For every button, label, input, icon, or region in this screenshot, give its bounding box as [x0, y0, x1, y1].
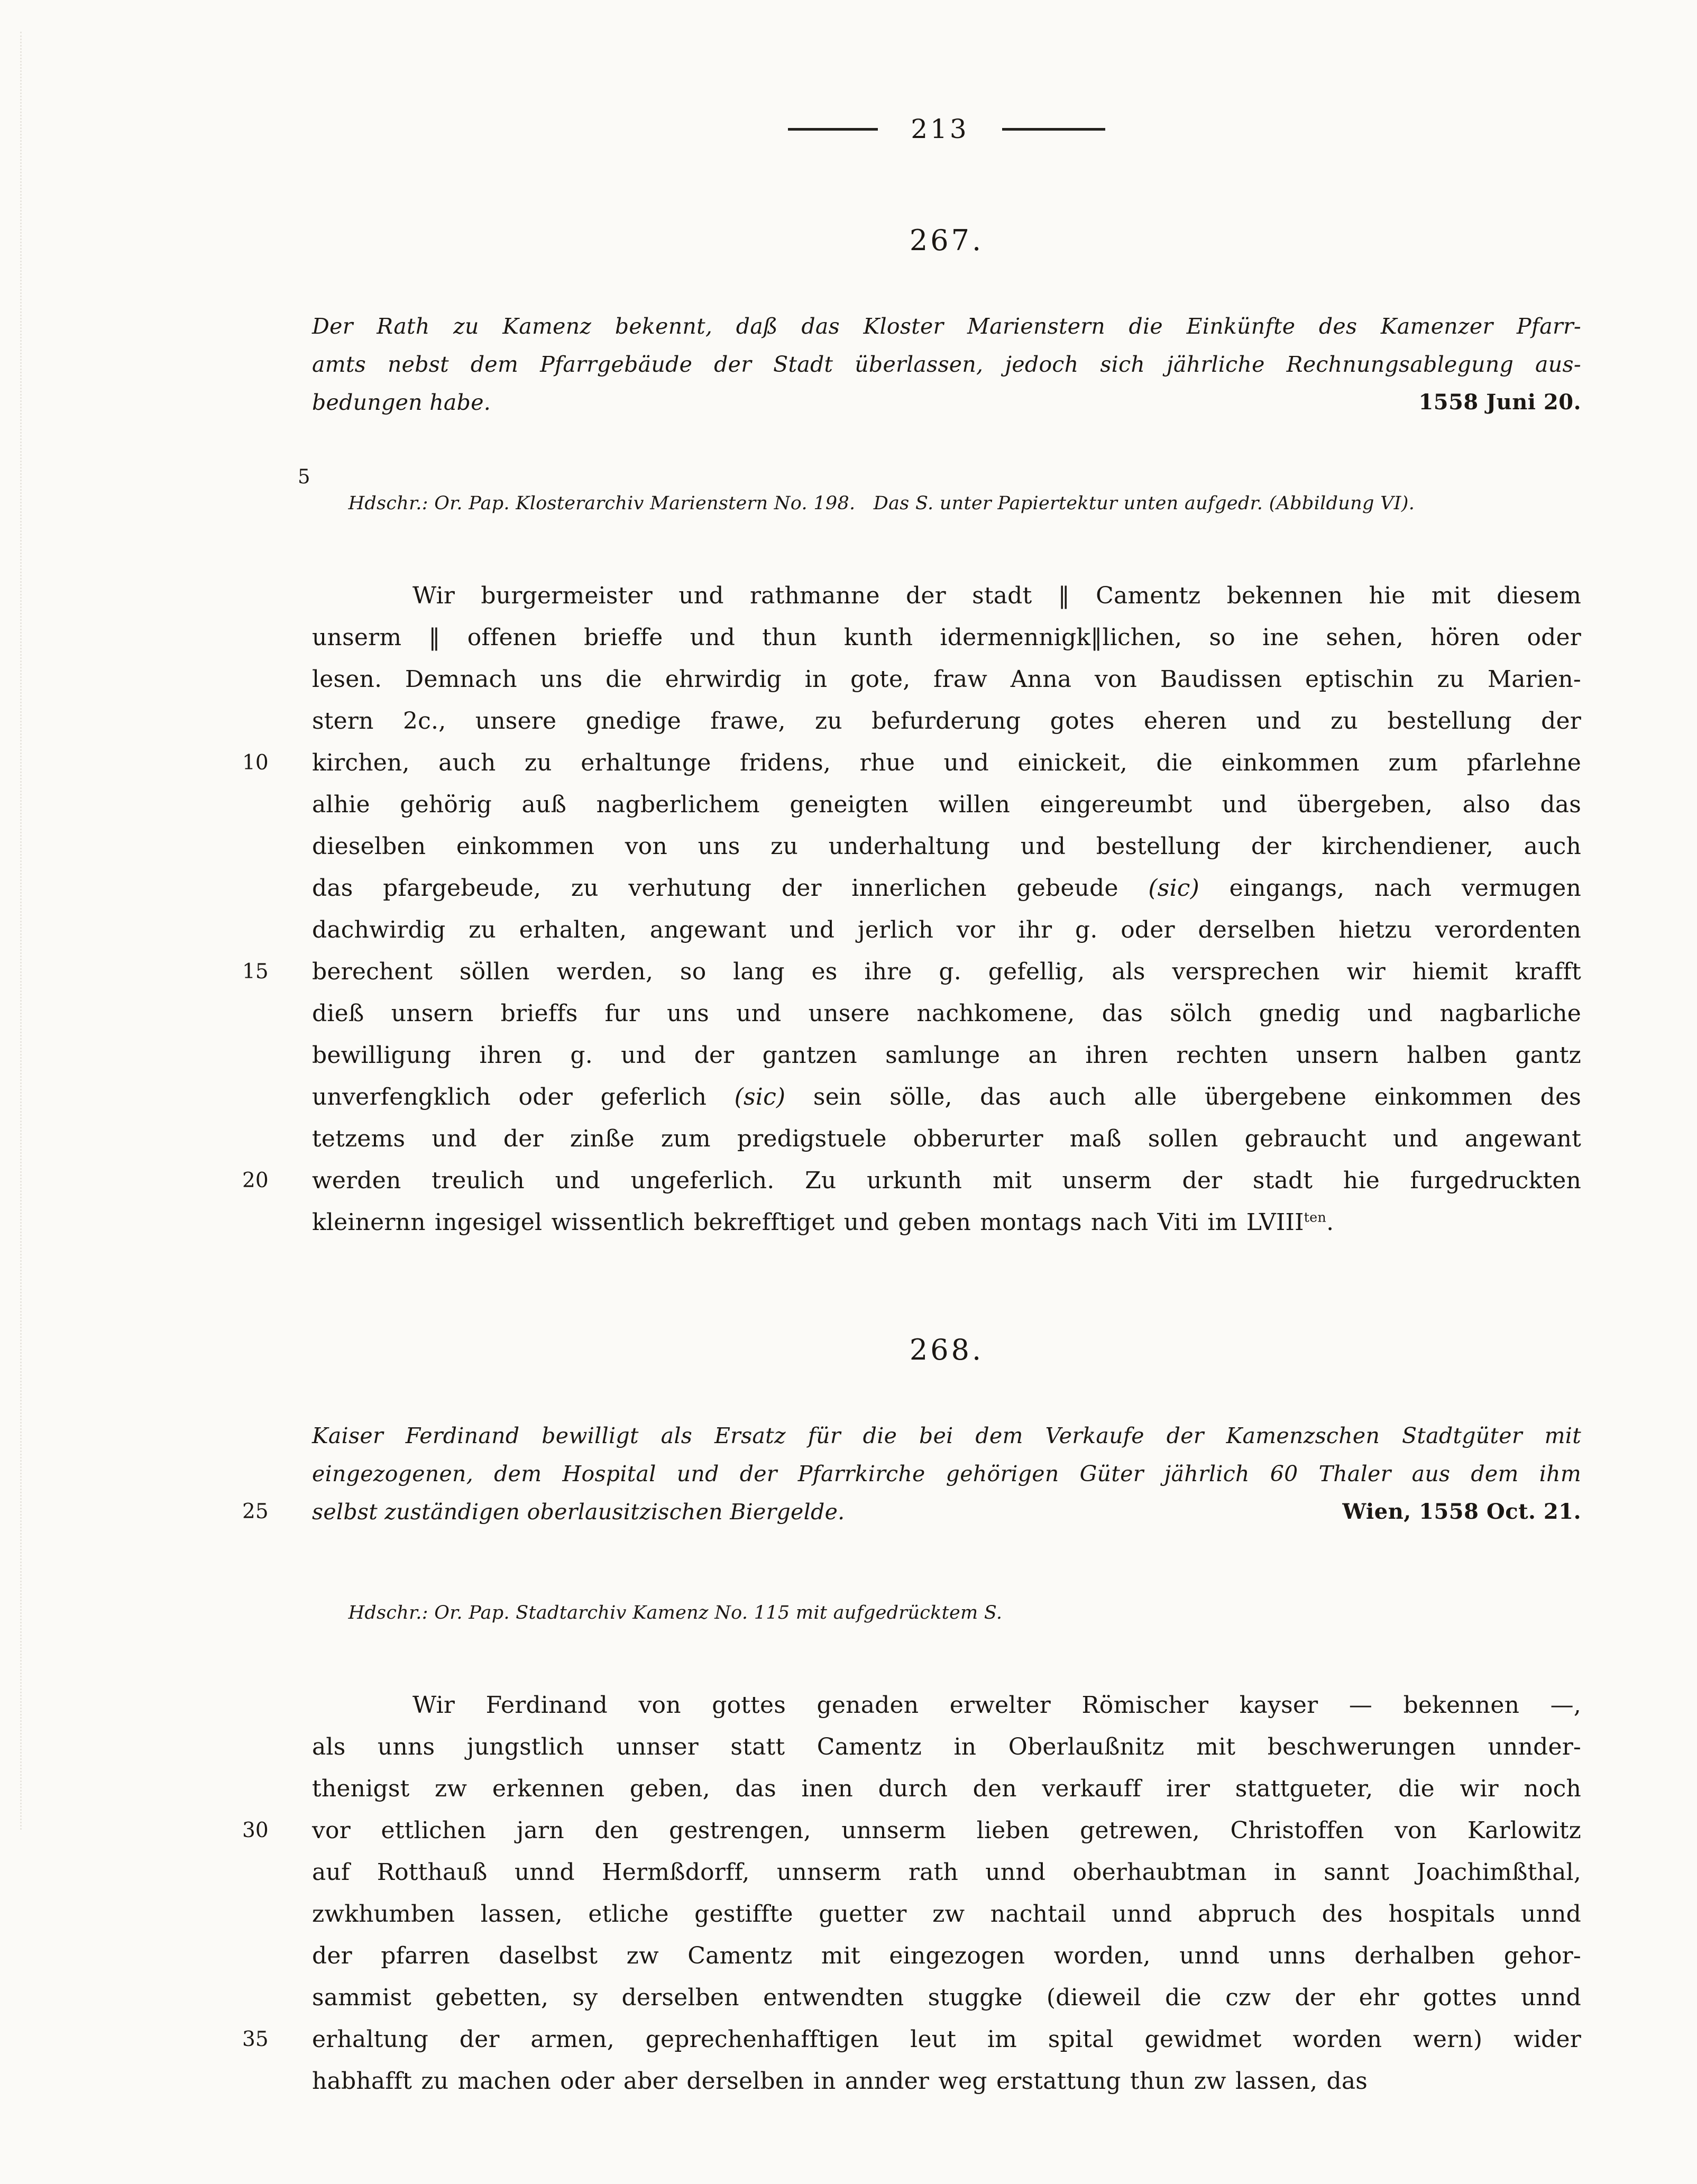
body-line	[242, 1160, 1581, 1201]
body-line-text: unverfengklich oder geferlich (sic) sein sölle, das auch alle übergebene einkommen des	[312, 1084, 1581, 1111]
body-line-text: bewilligung ihren g. und der gantzen samlunge an ihren rechten unsern halben gantz	[312, 1042, 1581, 1069]
body-line	[242, 951, 1581, 993]
entry-268-body	[242, 1684, 1581, 2102]
scan-edge-artifact	[20, 32, 22, 1830]
body-line	[312, 1977, 1581, 2018]
body-line	[312, 1851, 1581, 1893]
entry-267-summary	[312, 307, 1581, 421]
summary-line-text: Der Rath zu Kamenz bekennt, daß das Kloster Marienstern die Einkünfte des Kamenzer Pfarr-	[312, 314, 1581, 339]
source-text: Hdschr.: Or. Pap. Stadtarchiv Kamenz No. 115 mit aufgedrücktem S.	[348, 1602, 1003, 1623]
body-line	[312, 2060, 1581, 2102]
margin-line-number: 35	[242, 2027, 269, 2051]
body-line	[312, 867, 1581, 909]
summary-line-text: Kaiser Ferdinand bewilligt als Ersatz für die bei dem Verkaufe der Kamenzschen Stadtgüter mit	[312, 1423, 1581, 1448]
page-number: 213	[911, 114, 969, 144]
body-line-text: kirchen, auch zu erhaltunge fridens, rhue und einickeit, die einkommen zum pfarlehne	[312, 749, 1581, 776]
body-line	[312, 1768, 1581, 1810]
body-line	[312, 1034, 1581, 1076]
summary-line	[312, 345, 1581, 383]
body-line-text: kleinernn ingesigel wissentlich bekrefftiget und geben montags nach Viti im $LVIII^{ten}$.	[312, 1209, 1334, 1236]
summary-line	[312, 383, 1581, 421]
margin-line-number: 25	[242, 1500, 269, 1524]
body-line	[312, 575, 1581, 617]
body-line-text: habhafft zu machen oder aber derselben in annder weg erstattung thun zw lassen, das	[312, 2068, 1368, 2095]
body-line	[312, 658, 1581, 700]
body-line	[242, 2018, 1581, 2060]
body-line-text: dachwirdig zu erhalten, angewant und jerlich vor ihr g. oder derselben hietzu verordenten	[312, 916, 1581, 943]
entry-268-summary	[242, 1417, 1581, 1531]
body-line	[312, 784, 1581, 825]
body-line-text: berechent söllen werden, so lang es ihre g. gefellig, als versprechen wir hiemit krafft	[312, 958, 1581, 985]
body-line-text: unserm ‖ offenen brieffe und thun kunth idermennigk‖lichen, so ine sehen, hören oder	[312, 624, 1581, 651]
summary-line	[312, 1455, 1581, 1493]
body-line-text: auf Rotthauß unnd Hermßdorff, unnserm rath unnd oberhaubtman in sannt Joachimßthal,	[312, 1859, 1581, 1886]
entry-268-source	[312, 1547, 1581, 1653]
entry-268-heading: 268.	[909, 1333, 984, 1366]
header-rule-right	[1002, 128, 1105, 131]
source-text: Hdschr.: Or. Pap. Klosterarchiv Marienstern No. 198. Das S. unter Papiertektur unten aufgedr. (Abbildung VI).	[348, 493, 1415, 514]
body-line-text: erhaltung der armen, geprechenhafftigen leut im spital gewidmet worden wern) wider	[312, 2026, 1581, 2053]
body-line-text: werden treulich und ungeferlich. Zu urkunth mit unserm der stadt hie furgedruckten	[312, 1167, 1581, 1194]
body-line-text: zwkhumben lassen, etliche gestiffte guetter zw nachtail unnd abpruch des hospitals unnd	[312, 1901, 1581, 1928]
body-line-text: vor ettlichen jarn den gestrengen, unnserm lieben getrewen, Christoffen von Karlowitz	[312, 1817, 1581, 1844]
body-line-text: Wir burgermeister und rathmanne der stadt ‖ Camentz bekennen hie mit diesem	[412, 582, 1581, 609]
entry-267-body	[242, 575, 1581, 1243]
margin-line-number: 30	[242, 1819, 269, 1842]
body-line	[312, 1893, 1581, 1935]
body-line	[312, 700, 1581, 742]
page-header	[312, 114, 1581, 144]
summary-line-text: selbst zuständigen oberlausitzischen Biergelde.	[312, 1499, 845, 1525]
body-line	[312, 1076, 1581, 1118]
entry-267-source	[298, 437, 1581, 543]
margin-line-number: 5	[298, 465, 310, 488]
summary-line	[312, 307, 1581, 345]
summary-date: 1558 Juni 20.	[1418, 390, 1581, 415]
body-line-text: das pfargebeude, zu verhutung der innerlichen gebeude (sic) eingangs, nach vermugen	[312, 875, 1581, 902]
body-line-text: stern 2c., unsere gnedige frawe, zu befurderung gotes eheren und zu bestellung der	[312, 708, 1581, 735]
margin-line-number: 10	[242, 751, 269, 775]
body-line-text: tetzems und der zinße zum predigstuele obberurter maß sollen gebraucht und angewant	[312, 1125, 1581, 1152]
body-line	[312, 1935, 1581, 1977]
summary-date: Wien, 1558 Oct. 21.	[1342, 1499, 1581, 1524]
summary-line-text: amts nebst dem Pfarrgebäude der Stadt überlassen, jedoch sich jährliche Rechnungsablegung aus-	[312, 352, 1581, 377]
body-line-text: dieselben einkommen von uns zu underhaltung und bestellung der kirchendiener, auch	[312, 833, 1581, 860]
body-line	[242, 1810, 1581, 1851]
body-line	[312, 993, 1581, 1034]
entry-268	[242, 1333, 1581, 2102]
body-line-text: dieß unsern brieffs fur uns und unsere nachkomene, das sölch gnedig und nagbarliche	[312, 1000, 1581, 1027]
body-line	[312, 1684, 1581, 1726]
body-line-text: thenigst zw erkennen geben, das inen durch den verkauff irer stattgueter, die wir noch	[312, 1775, 1581, 1802]
body-line-text: alhie gehörig auß nagberlichem geneigten willen eingereumbt und übergeben, also das	[312, 791, 1581, 818]
body-line-text: als unns jungstlich unnser statt Camentz in Oberlaußnitz mit beschwerungen unnder-	[312, 1733, 1581, 1760]
entry-267	[242, 224, 1581, 1243]
body-line	[312, 617, 1581, 658]
summary-line	[242, 1493, 1581, 1531]
body-line	[312, 1201, 1581, 1243]
body-line-text: Wir Ferdinand von gottes genaden erwelter Römischer kayser — bekennen —,	[412, 1692, 1581, 1719]
body-line	[312, 1118, 1581, 1160]
summary-line-text: bedungen habe.	[312, 390, 491, 415]
margin-line-number: 15	[242, 960, 269, 984]
body-line	[312, 909, 1581, 951]
body-line	[312, 825, 1581, 867]
summary-line	[312, 1417, 1581, 1455]
body-line-text: sammist gebetten, sy derselben entwendten stuggke (dieweil die czw der ehr gottes unnd	[312, 1984, 1581, 2011]
header-rule-left	[788, 128, 878, 131]
body-line	[242, 742, 1581, 784]
body-line	[312, 1726, 1581, 1768]
entry-267-heading: 267.	[909, 224, 984, 257]
body-line-text: lesen. Demnach uns die ehrwirdig in gote, fraw Anna von Baudissen eptischin zu Marien-	[312, 666, 1581, 693]
summary-line-text: eingezogenen, dem Hospital und der Pfarrkirche gehörigen Güter jährlich 60 Thaler aus dem ihm	[312, 1461, 1581, 1486]
body-line-text: der pfarren daselbst zw Camentz mit eingezogen worden, unnd unns derhalben gehor-	[312, 1942, 1581, 1969]
margin-line-number: 20	[242, 1169, 269, 1192]
